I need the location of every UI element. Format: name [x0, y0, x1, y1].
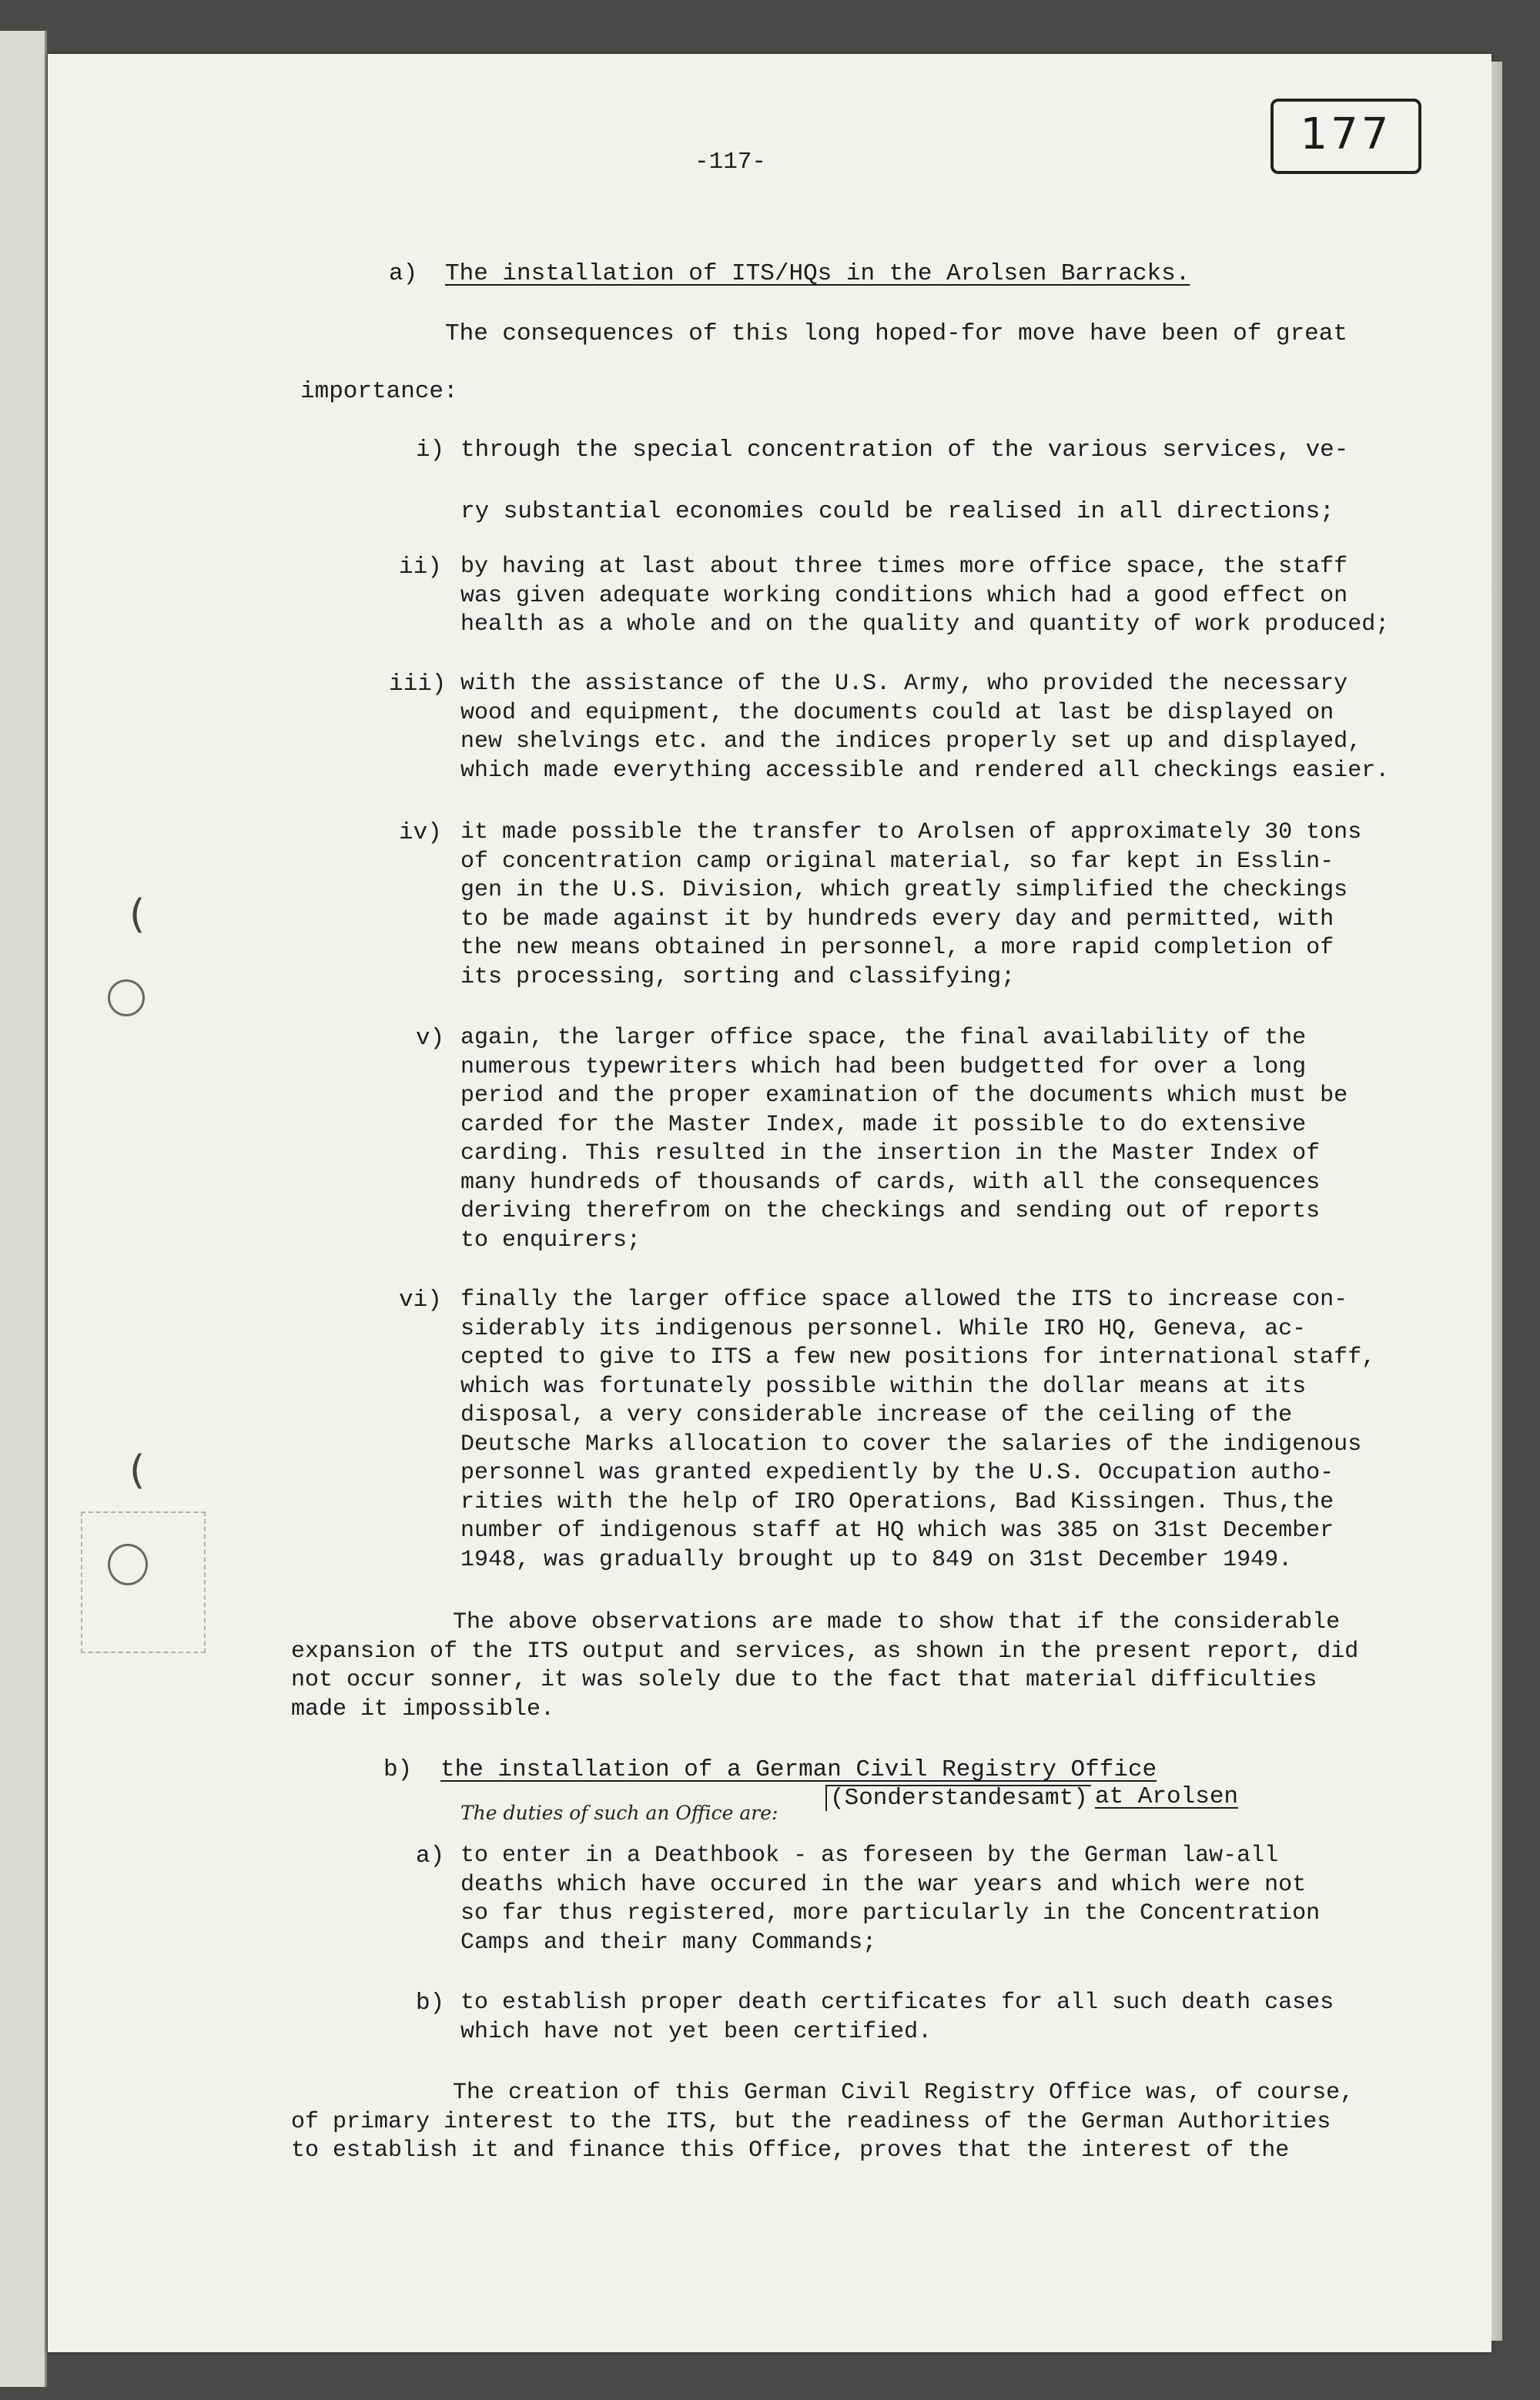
paragraph-line: expansion of the ITS output and services, as shown in the present report, did	[291, 1638, 1359, 1665]
punch-hole	[108, 1544, 148, 1585]
item-line: which made everything accessible and rendered all checkings easier.	[460, 757, 1390, 784]
item-marker: v)	[416, 1025, 445, 1052]
item-line: which was fortunately possible within the dollar means at its	[460, 1373, 1307, 1400]
item-line: personnel was granted expediently by the U.S. Occupation autho-	[460, 1460, 1334, 1486]
item-line: carded for the Master Index, made it possible to do extensive	[460, 1111, 1307, 1138]
paragraph-line: The above observations are made to show that if the considerable	[453, 1609, 1341, 1635]
item-line: its processing, sorting and classifying;	[460, 963, 1016, 990]
closing-paragraph	[291, 2079, 1354, 2166]
item-marker: vi)	[399, 1287, 442, 1314]
item-paragraph	[460, 670, 1389, 785]
section-b-marker: b)	[383, 1756, 413, 1783]
item-line: to establish proper death certificates for all such death cases	[460, 1990, 1334, 2016]
page-number: -117-	[695, 149, 767, 176]
item-line: of concentration camp original material, so far kept in Esslin-	[460, 848, 1334, 875]
item-marker: i)	[416, 437, 445, 464]
handwritten-note: The duties of such an Office are:	[460, 1802, 778, 1824]
section-a-marker: a)	[389, 260, 418, 287]
intro-line: The consequences of this long hoped-for move have been of great	[445, 320, 1348, 347]
item-line: it made possible the transfer to Arolsen of approximately 30 tons	[460, 819, 1362, 845]
item-line: period and the proper examination of the documents which must be	[460, 1083, 1348, 1109]
item-line: was given adequate working conditions which had a good effect on	[460, 582, 1348, 609]
archive-stamp: 177	[1270, 99, 1421, 174]
binder-mark: (	[129, 1448, 146, 1494]
item-line: health as a whole and on the quality and quantity of work produced;	[460, 611, 1390, 638]
item-line: finally the larger office space allowed the ITS to increase con-	[460, 1287, 1348, 1313]
item-line: by having at last about three times more office space, the staff	[460, 554, 1348, 580]
item-line: ry substantial economies could be realised in all directions;	[460, 498, 1334, 525]
item-line: cepted to give to ITS a few new positions for international staff,	[460, 1344, 1376, 1371]
paragraph-line: not occur sonner, it was solely due to the fact that material difficulties	[291, 1667, 1317, 1693]
adjacent-page-edge	[0, 31, 47, 2387]
paragraph-line: made it impossible.	[291, 1695, 555, 1722]
item-marker: iii)	[389, 671, 447, 698]
item-paragraph	[460, 1989, 1334, 2047]
item-line: so far thus registered, more particularly in the Concentration	[460, 1900, 1321, 1926]
item-line: through the special concentration of the various services, ve-	[460, 437, 1349, 464]
faded-stamp	[81, 1511, 206, 1653]
item-line: which have not yet been certified.	[460, 2018, 932, 2045]
item-line: gen in the U.S. Division, which greatly simplified the checkings	[460, 877, 1348, 903]
item-line: wood and equipment, the documents could at last be displayed on	[460, 699, 1334, 726]
item-paragraph	[460, 818, 1361, 992]
page-stack-edge	[1491, 62, 1502, 2341]
item-line: deaths which have occured in the war years and which were not	[460, 1871, 1307, 1898]
item-line: disposal, a very considerable increase of the ceiling of the	[460, 1402, 1293, 1428]
item-line: to enter in a Deathbook - as foreseen by the German law-all	[460, 1843, 1279, 1869]
item-line: Camps and their many Commands;	[460, 1929, 877, 1956]
item-line: again, the larger office space, the final availability of the	[460, 1025, 1307, 1051]
item-line: carding. This resulted in the insertion in the Master Index of	[460, 1140, 1321, 1167]
paragraph-line: of primary interest to the ITS, but the readiness of the German Authorities	[291, 2108, 1331, 2135]
item-line: Deutsche Marks allocation to cover the salaries of the indigenous	[460, 1431, 1362, 1458]
item-marker: iv)	[399, 819, 442, 846]
item-line: number of indigenous staff at HQ which was 385 on 31st December	[460, 1518, 1334, 1544]
item-paragraph	[460, 1842, 1320, 1957]
item-paragraph	[460, 1024, 1348, 1255]
item-line: siderably its indigenous personnel. While IRO HQ, Geneva, ac-	[460, 1315, 1307, 1342]
item-paragraph	[460, 553, 1389, 640]
item-line: rities with the help of IRO Operations, Bad Kissingen. Thus,the	[460, 1488, 1334, 1515]
conclusion-paragraph	[291, 1608, 1358, 1724]
item-line: with the assistance of the U.S. Army, who provided the necessary	[460, 671, 1348, 697]
paragraph-line: The creation of this German Civil Registry Office was, of course,	[453, 2080, 1354, 2106]
item-line: many hundreds of thousands of cards, with all the consequences	[460, 1169, 1321, 1196]
item-marker: a)	[416, 1843, 445, 1869]
item-paragraph	[460, 1286, 1375, 1575]
item-marker: b)	[416, 1990, 445, 2017]
item-line: 1948, was gradually brought up to 849 on 31st December 1949.	[460, 1546, 1293, 1573]
section-b-heading-parenthetical: (Sonderstandesamt)	[825, 1785, 1091, 1811]
item-line: to be made against it by hundreds every day and permitted, with	[460, 905, 1334, 932]
section-b-heading: the installation of a German Civil Registry Office	[440, 1756, 1157, 1783]
item-line: numerous typewriters which had been budgetted for over a long	[460, 1053, 1307, 1080]
item-line: deriving therefrom on the checkings and sending out of reports	[460, 1198, 1321, 1224]
binder-mark: (	[129, 892, 146, 938]
item-line: the new means obtained in personnel, a more rapid completion of	[460, 935, 1334, 961]
paragraph-line: to establish it and finance this Office, proves that the interest of the	[291, 2137, 1290, 2164]
section-b-heading-location: at Arolsen	[1095, 1783, 1239, 1810]
item-line: to enquirers;	[460, 1227, 641, 1254]
item-line: new shelvings etc. and the indices properly set up and displayed,	[460, 728, 1362, 755]
section-a-heading: The installation of ITS/HQs in the Arolsen Barracks.	[445, 260, 1190, 287]
item-marker: ii)	[399, 554, 442, 581]
intro-line: importance:	[300, 378, 458, 405]
punch-hole	[108, 979, 145, 1016]
